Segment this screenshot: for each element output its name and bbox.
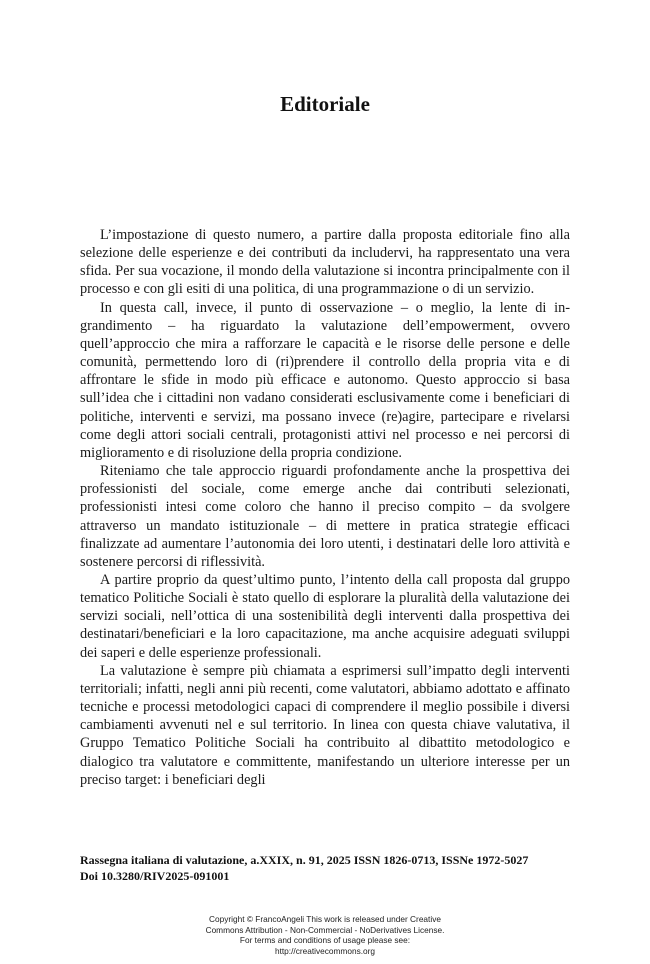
citation-doi-line: Doi 10.3280/RIV2025-091001: [80, 869, 230, 883]
license-line: Copyright © FrancoAngeli This work is released under Creative: [209, 914, 441, 924]
paragraph: In questa call, invece, il punto di osservazione – o meglio, la lente di ingrandimento – ha riguardato la valutazione dell’empowerment, ovvero quell’approccio che mira a rafforzare le capacità e le risorse delle persone e delle comunità, permettendo loro di (ri)prendere il controllo della propria vita e di affrontare le sfide in modo più efficace e autonomo. Questo approccio si basa sull’idea che i cittadini non vadano considerati esclusivamente come i beneficiari di politiche, interventi e servizi, ma possano invece (re)agire, partecipare e rivelarsi come degli attori sociali centrali, protagonisti attivi nel processo e nei percorsi di miglioramento e di risoluzione della propria condizione.: [80, 299, 570, 461]
citation-journal-line: Rassegna italiana di valutazione, a.XXIX, n. 91, 2025 ISSN 1826-0713, ISSNe 1972-5027: [80, 853, 529, 867]
paragraph: A partire proprio da quest’ultimo punto, l’intento della call proposta dal gruppo tematico Politiche Sociali è stato quello di esplorare la pluralità della valutazione dei servizi sociali, nell’ottica di una sostenibilità degli interventi dalla prospettiva dei destinatari/beneficiari e la loro capacitazione, ma anche acquisire adeguati sviluppi dei saperi e delle esperienze professionali.: [80, 571, 570, 661]
license-line: For terms and conditions of usage please see:: [239, 935, 411, 945]
paragraph: L’impostazione di questo numero, a partire dalla proposta editoriale fino alla selezione delle esperienze e dei contributi da includervi, ha rappresentato una vera sfida. Per sua vocazione, il mondo della valutazione si incontra principalmente con il processo e con gli esiti di una politica, di una programmazione o di un servizio.: [80, 227, 570, 298]
license-link[interactable]: http://creativecommons.org: [274, 945, 376, 956]
article-body: [80, 226, 570, 789]
license-notice: [0, 914, 650, 956]
license-line: Commons Attribution - Non-Commercial - NoDerivatives License.: [205, 924, 445, 935]
journal-citation: [80, 852, 580, 884]
paragraph: Riteniamo che tale approccio riguardi profondamente anche la prospettiva dei professionisti del sociale, come emerge anche dai contributi selezionati, professionisti intesi come coloro che hanno il preciso compito – da svolgere attraverso un mandato istituzionale – di mettere in pratica strategie efficaci finalizzate ad aumentare l’autonomia dei loro utenti, i destinatari delle loro attività e sostenere percorsi di riflessività.: [80, 463, 570, 570]
page-title: Editoriale: [280, 92, 370, 116]
paragraph: La valutazione è sempre più chiamata a esprimersi sull’impatto degli interventi territoriali; infatti, negli anni più recenti, come valutatori, abbiamo adottato e affinato tecniche e processi metodologici capaci di comprendere il meglio possibile i diversi cambiamenti avvenuti nel e sul territorio. In linea con questa chiave valutativa, il Gruppo Tematico Politiche Sociali ha contribuito al dibattito metodologico e dialogico tra valutatore e committente, manifestando un ulteriore interesse per un preciso target: i beneficiari degli: [80, 662, 570, 788]
